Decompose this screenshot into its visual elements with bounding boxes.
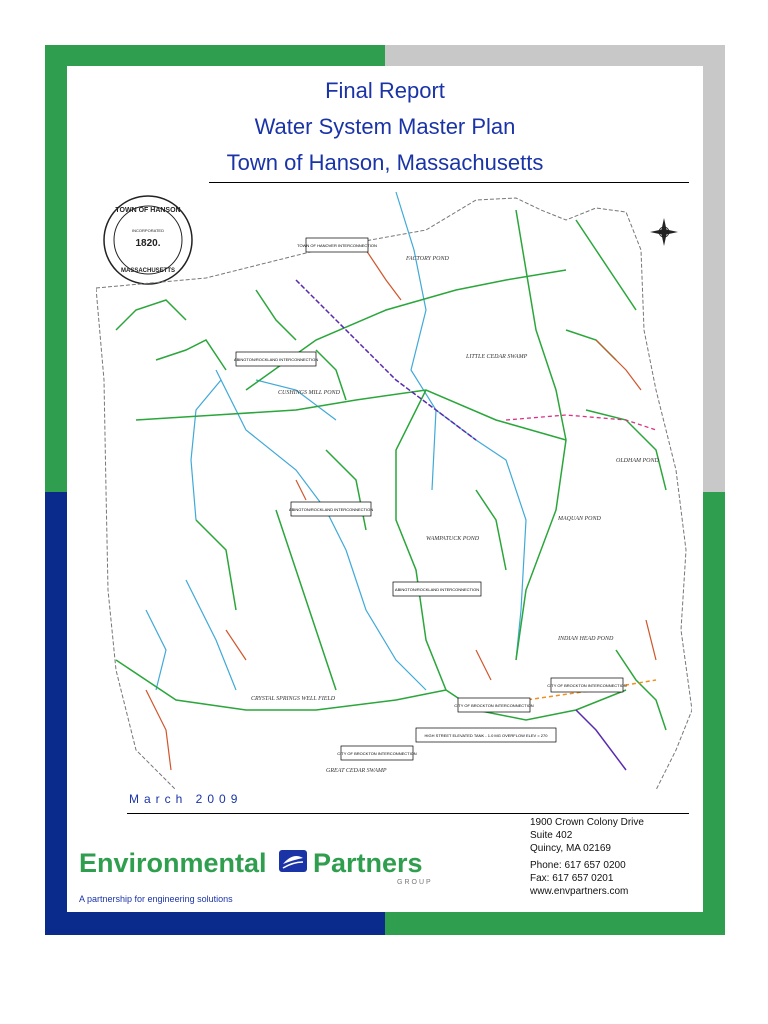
report-subtitle: Water System Master Plan: [254, 114, 516, 139]
report-date: March 2009: [129, 792, 243, 806]
divider-bottom: [127, 813, 689, 814]
seal-text-bottom: MASSACHUSETTS: [120, 268, 176, 274]
callout-brockton-2: [337, 746, 417, 760]
callout-abington-rockland-1: [234, 352, 318, 366]
address-line-1: 1900 Crown Colony Drive: [530, 817, 644, 828]
report-title: Final Report: [325, 78, 445, 103]
label-cushings-mill-pond: CUSHINGS MILL POND: [278, 390, 340, 396]
report-cover-sheet: [67, 66, 703, 912]
svg-text:TOWN OF HANOVER INTERCONNECTIO: TOWN OF HANOVER INTERCONNECTION: [297, 243, 377, 248]
logo-group: GROUP: [397, 879, 433, 886]
svg-text:ABINGTON/ROCKLAND INTERCONNECT: ABINGTON/ROCKLAND INTERCONNECTION: [288, 507, 374, 512]
divider-top: [209, 182, 689, 183]
company-logo: [79, 844, 439, 888]
callout-hanover: [297, 238, 377, 252]
water-system-map: [96, 190, 692, 790]
report-town: Town of Hanson, Massachusetts: [226, 150, 544, 175]
callout-abington-rockland-2: [289, 502, 373, 516]
label-wampatuck-pond: WAMPATUCK POND: [426, 536, 480, 542]
phone-number: Phone: 617 657 0200: [530, 860, 626, 871]
label-maquan-pond: MAQUAN POND: [558, 516, 601, 522]
logo-name-right: Partners: [313, 848, 423, 878]
seal-year: 1820.: [135, 238, 161, 249]
fax-number: Fax: 617 657 0201: [530, 873, 614, 884]
logo-mark-icon: [279, 850, 307, 872]
callout-brockton-1: [454, 698, 534, 712]
label-factory-pond: FACTORY POND: [406, 256, 449, 262]
svg-text:HIGH STREET ELEVATED TANK - 1.: HIGH STREET ELEVATED TANK - 1.0 MG OVERFLOW ELEV = 270: [424, 733, 548, 738]
callout-abington-rockland-3: [393, 582, 481, 596]
logo-name-left: Environmental: [79, 848, 267, 878]
transmission-main: [296, 280, 476, 440]
label-crystal-springs-well-field: CRYSTAL SPRINGS WELL FIELD: [251, 696, 336, 702]
compass-rose-icon: [650, 218, 678, 246]
label-indian-head-pond: INDIAN HEAD POND: [558, 636, 614, 642]
company-tagline: A partnership for engineering solutions: [79, 894, 233, 904]
seal-text-mid: INCORPORATED: [132, 228, 164, 233]
svg-text:CITY OF BROCKTON INTERCONNECTI: CITY OF BROCKTON INTERCONNECTION: [337, 751, 417, 756]
streams: [146, 192, 526, 690]
svg-text:CITY OF BROCKTON INTERCONNECTI: CITY OF BROCKTON INTERCONNECTION: [454, 703, 534, 708]
address-line-2: Suite 402: [530, 830, 573, 841]
company-address: [530, 816, 644, 898]
svg-text:ABINGTON/ROCKLAND INTERCONNECT: ABINGTON/ROCKLAND INTERCONNECTION: [394, 587, 480, 592]
label-little-cedar-swamp: LITTLE CEDAR SWAMP: [466, 354, 528, 360]
callout-brockton-3: [547, 678, 627, 692]
svg-text:ABINGTON/ROCKLAND INTERCONNECT: ABINGTON/ROCKLAND INTERCONNECTION: [233, 357, 319, 362]
label-great-cedar-swamp: GREAT CEDAR SWAMP: [326, 768, 387, 774]
address-line-3: Quincy, MA 02169: [530, 843, 611, 854]
svg-text:CITY OF BROCKTON INTERCONNECTI: CITY OF BROCKTON INTERCONNECTION: [547, 683, 627, 688]
town-seal: [104, 196, 192, 284]
website-link: www.envpartners.com: [530, 886, 629, 897]
transmission-main-south: [576, 710, 626, 770]
seal-text-top: TOWN OF HANSON: [115, 207, 181, 214]
callout-high-street-tank: [416, 728, 556, 742]
label-oldham-pond: OLDHAM POND: [616, 458, 659, 464]
